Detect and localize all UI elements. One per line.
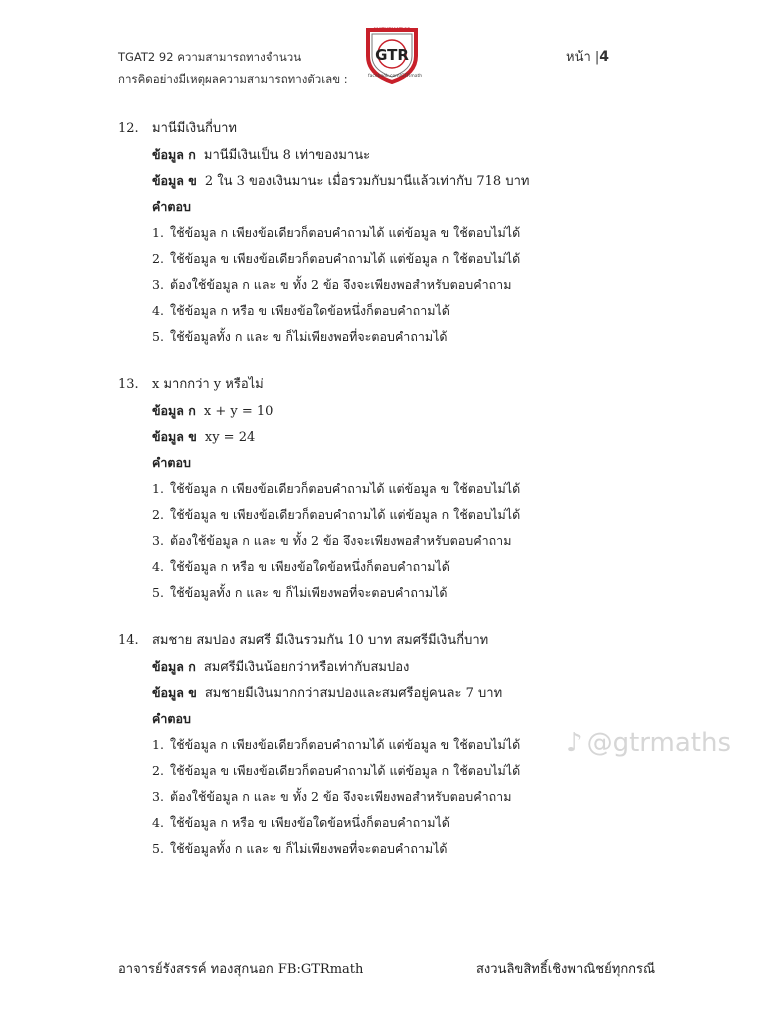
option-number: 2. <box>152 251 164 266</box>
answer-option[interactable] <box>118 502 678 528</box>
logo-caption: facebook.com/GTRmath <box>368 74 423 79</box>
answer-option[interactable] <box>118 580 678 606</box>
option-text: ใช้ข้อมูล ก หรือ ข เพียงข้อใดข้อหนึ่งก็ตอบคำถามได้ <box>170 815 450 830</box>
info-a-row <box>118 654 678 680</box>
option-text: ต้องใช้ข้อมูล ก และ ข ทั้ง 2 ข้อ จึงจะเพียงพอสำหรับตอบคำถาม <box>170 277 512 292</box>
option-text: ต้องใช้ข้อมูล ก และ ข ทั้ง 2 ข้อ จึงจะเพียงพอสำหรับตอบคำถาม <box>170 533 512 548</box>
info-b-text: xy = 24 <box>204 430 256 445</box>
footer-copyright: สงวนลิขสิทธิ์เชิงพาณิชย์ทุกกรณี <box>476 962 656 977</box>
answer-option[interactable] <box>118 528 678 554</box>
option-number: 5. <box>152 585 164 600</box>
option-number: 5. <box>152 841 164 856</box>
option-text: ใช้ข้อมูล ก หรือ ข เพียงข้อใดข้อหนึ่งก็ตอบคำถามได้ <box>170 559 450 574</box>
answer-option[interactable] <box>118 298 678 324</box>
info-b-text: สมชายมีเงินมากกว่าสมปองและสมศรีอยู่คนละ 7 บาท <box>204 686 503 701</box>
header-subject: TGAT2 92 ความสามารถทางจำนวน <box>118 50 302 64</box>
question-12 <box>118 116 678 350</box>
option-number: 1. <box>152 481 164 496</box>
logo-top-text: MATHEMATICS <box>373 28 411 33</box>
option-text: ใช้ข้อมูล ข เพียงข้อเดียวก็ตอบคำถามได้ แต่ข้อมูล ก ใช้ตอบไม่ได้ <box>170 507 521 522</box>
info-a-text: มานีมีเงินเป็น 8 เท่าของมานะ <box>203 148 371 163</box>
answer-label-row <box>118 450 678 476</box>
option-number: 4. <box>152 815 164 830</box>
answer-label-row <box>118 194 678 220</box>
option-number: 3. <box>152 533 164 548</box>
question-text: สมชาย สมปอง สมศรี มีเงินรวมกัน 10 บาท สมศรีมีเงินกี่บาท <box>152 633 489 648</box>
page-number-value: 4 <box>599 49 610 65</box>
question-number: 12. <box>118 121 139 136</box>
option-number: 4. <box>152 559 164 574</box>
header-left <box>118 46 348 90</box>
option-text: ใช้ข้อมูลทั้ง ก และ ข ก็ไม่เพียงพอที่จะตอบคำถามได้ <box>170 585 448 600</box>
option-text: ใช้ข้อมูล ข เพียงข้อเดียวก็ตอบคำถามได้ แต่ข้อมูล ก ใช้ตอบไม่ได้ <box>170 763 521 778</box>
logo-text: GTR <box>375 46 409 64</box>
info-b-label: ข้อมูล ข <box>152 685 197 700</box>
answer-label: คำตอบ <box>152 199 191 214</box>
answer-option[interactable] <box>118 554 678 580</box>
option-number: 1. <box>152 737 164 752</box>
tiktok-icon: ♪ <box>566 728 583 758</box>
answer-option[interactable] <box>118 272 678 298</box>
option-number: 4. <box>152 303 164 318</box>
question-13 <box>118 372 678 606</box>
answer-option[interactable] <box>118 810 678 836</box>
answer-label: คำตอบ <box>152 711 191 726</box>
info-a-text: x + y = 10 <box>203 404 274 419</box>
info-b-label: ข้อมูล ข <box>152 173 197 188</box>
option-number: 3. <box>152 277 164 292</box>
page-number <box>566 46 609 67</box>
answer-option[interactable] <box>118 324 678 350</box>
info-a-label: ข้อมูล ก <box>152 403 196 418</box>
answer-option[interactable] <box>118 758 678 784</box>
info-b-row <box>118 168 678 194</box>
answer-option[interactable] <box>118 220 678 246</box>
option-number: 2. <box>152 763 164 778</box>
answer-option[interactable] <box>118 784 678 810</box>
info-b-row <box>118 424 678 450</box>
option-text: ใช้ข้อมูลทั้ง ก และ ข ก็ไม่เพียงพอที่จะตอบคำถามได้ <box>170 841 448 856</box>
info-b-row <box>118 680 678 706</box>
option-number: 1. <box>152 225 164 240</box>
answer-option[interactable] <box>118 476 678 502</box>
option-text: ใช้ข้อมูล ก เพียงข้อเดียวก็ตอบคำถามได้ แต่ข้อมูล ข ใช้ตอบไม่ได้ <box>170 225 521 240</box>
answer-option[interactable] <box>118 836 678 862</box>
question-text: x มากกว่า y หรือไม่ <box>152 377 264 392</box>
option-text: ต้องใช้ข้อมูล ก และ ข ทั้ง 2 ข้อ จึงจะเพียงพอสำหรับตอบคำถาม <box>170 789 512 804</box>
info-a-row <box>118 398 678 424</box>
option-text: ใช้ข้อมูล ก เพียงข้อเดียวก็ตอบคำถามได้ แต่ข้อมูล ข ใช้ตอบไม่ได้ <box>170 737 521 752</box>
option-text: ใช้ข้อมูล ก หรือ ข เพียงข้อใดข้อหนึ่งก็ตอบคำถามได้ <box>170 303 450 318</box>
header-topic: การคิดอย่างมีเหตุผลความสามารถทางตัวเลข : <box>118 72 348 86</box>
option-text: ใช้ข้อมูล ก เพียงข้อเดียวก็ตอบคำถามได้ แต่ข้อมูล ข ใช้ตอบไม่ได้ <box>170 481 521 496</box>
answer-label: คำตอบ <box>152 455 191 470</box>
info-b-text: 2 ใน 3 ของเงินมานะ เมื่อรวมกับมานีแล้วเท่ากับ 718 บาท <box>204 174 530 189</box>
footer-author: อาจารย์รังสรรค์ ทองสุกนอก FB:GTRmath <box>118 962 364 977</box>
option-number: 2. <box>152 507 164 522</box>
option-text: ใช้ข้อมูลทั้ง ก และ ข ก็ไม่เพียงพอที่จะตอบคำถามได้ <box>170 329 448 344</box>
page-label: หน้า | <box>566 50 600 65</box>
info-a-row <box>118 142 678 168</box>
option-text: ใช้ข้อมูล ข เพียงข้อเดียวก็ตอบคำถามได้ แต่ข้อมูล ก ใช้ตอบไม่ได้ <box>170 251 521 266</box>
option-number: 3. <box>152 789 164 804</box>
watermark-text: @gtrmaths <box>586 728 732 758</box>
info-a-label: ข้อมูล ก <box>152 659 196 674</box>
option-number: 5. <box>152 329 164 344</box>
info-a-text: สมศรีมีเงินน้อยกว่าหรือเท่ากับสมปอง <box>203 660 410 675</box>
tiktok-watermark <box>566 728 731 758</box>
info-a-label: ข้อมูล ก <box>152 147 196 162</box>
question-number: 13. <box>118 377 139 392</box>
answer-option[interactable] <box>118 246 678 272</box>
info-b-label: ข้อมูล ข <box>152 429 197 444</box>
question-number: 14. <box>118 633 139 648</box>
question-text: มานีมีเงินกี่บาท <box>152 121 237 136</box>
